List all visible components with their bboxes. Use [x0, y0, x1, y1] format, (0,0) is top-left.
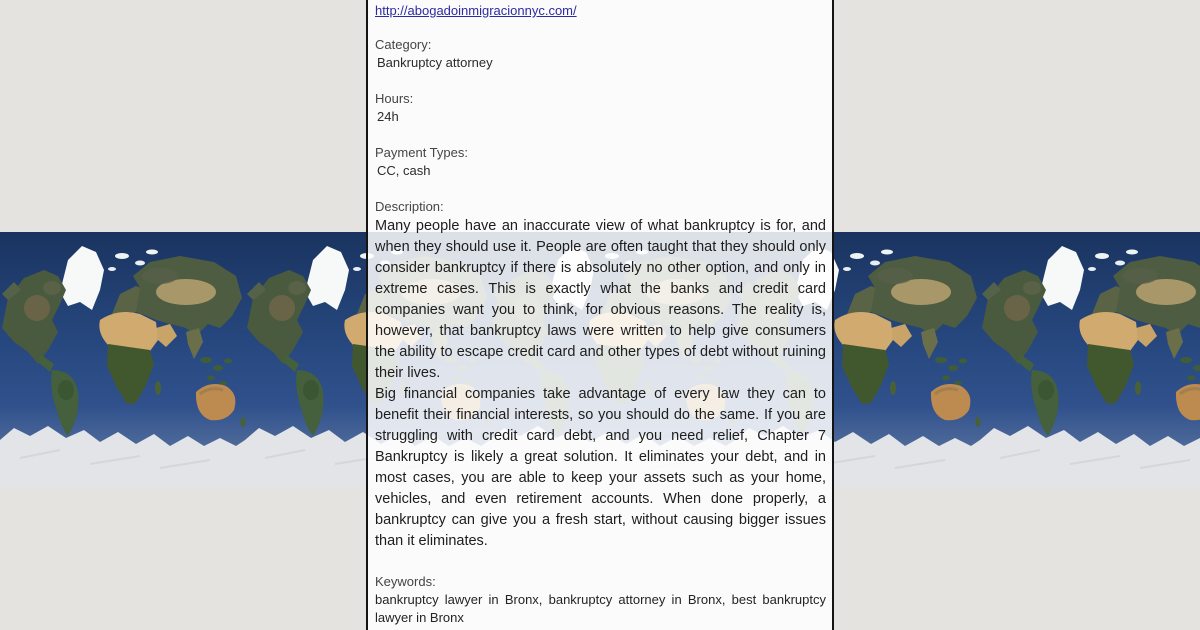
website-url-line — [375, 3, 826, 19]
payment-types-label: Payment Types: — [375, 145, 468, 160]
payment-types-value: CC, cash — [377, 163, 431, 178]
category-label: Category: — [375, 37, 432, 52]
hours-value: 24h — [377, 109, 399, 124]
keywords-text: bankruptcy lawyer in Bronx, bankruptcy attorney in Bronx, best bankruptcy lawyer in Bronx — [375, 592, 826, 625]
description-label: Description: — [375, 199, 444, 214]
website-link[interactable]: http://abogadoinmigracionnyc.com/ — [375, 3, 577, 18]
listing-panel — [366, 0, 834, 630]
description-paragraph-1: Many people have an inaccurate view of what bankruptcy is for, and when they should use it. People are often taught that they should only consider bankruptcy if there is absolutely no other option, and only in extreme cases. This is exactly what the banks and credit card companies want you to think, for obvious reasons. The reality is, however, that bankruptcy laws were written to help give consumers the ability to escape credit card and other types of debt without ruining their lives. — [375, 218, 826, 381]
hours-label: Hours: — [375, 91, 414, 106]
keywords-label: Keywords: — [375, 574, 436, 589]
description-paragraph-2: Big financial companies take advantage of every law they can to benefit their financial interests, so you should do the same. If you are struggling with credit card debt, and you need relief, Chapter 7 Bankruptcy is likely a great solution. It eliminates your debt, and in most cases, you are able to keep your assets such as your home, vehicles, and even retirement accounts. When done properly, a bankruptcy can give you a fresh start, without causing bigger issues than it eliminates. — [375, 386, 826, 549]
category-value: Bankruptcy attorney — [377, 55, 493, 70]
